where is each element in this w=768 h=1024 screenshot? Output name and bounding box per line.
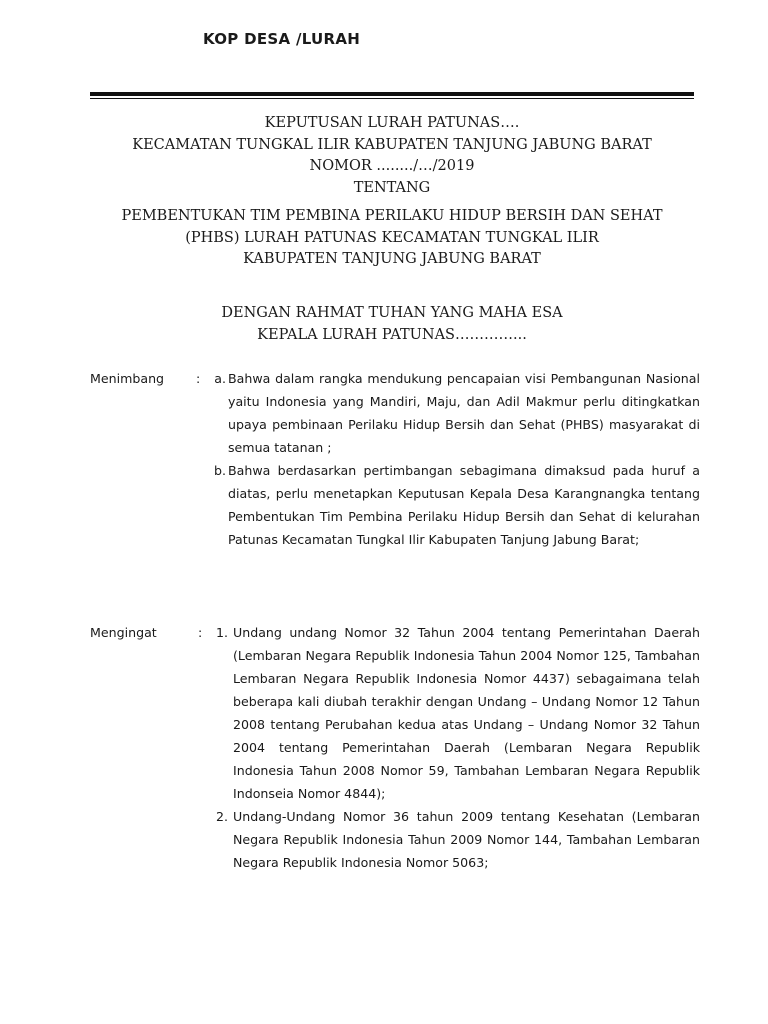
decree-preamble bbox=[90, 303, 694, 346]
preamble-line-2: KEPALA LURAH PATUNAS…………... bbox=[257, 326, 527, 343]
decree-subject-line-3: KABUPATEN TANJUNG JABUNG BARAT bbox=[243, 251, 541, 267]
menimbang-colon: : bbox=[196, 371, 201, 386]
mengingat-item-text: Undang undang Nomor 32 Tahun 2004 tentang Pemerintahan Daerah (Lembaran Negara Republik Indonesia Tahun 2004 Nomor 125, Tambahan Lembaran Negara Republik Indonesia Nomor 4437) sebagaimana telah beberapa kali diubah terakhir dengan Undang – Undang Nomor 12 Tahun 2008 tentang Perubahan kedua atas Undang – Undang Nomor 32 Tahun 2004 tentang Pemerintahan Daerah (Lembaran Negara Republik Indonesia Tahun 2008 Nomor 59, Tambahan Lembaran Negara Republik Indonseia Nomor 4844); bbox=[233, 625, 700, 801]
mengingat-item-text: Undang-Undang Nomor 36 tahun 2009 tentang Kesehatan (Lembaran Negara Republik Indonesia Tahun 2009 Nomor 144, Tambahan Lembaran Negara Republik Indonesia Nomor 5063; bbox=[233, 809, 700, 870]
letterhead-rule-thin bbox=[90, 98, 694, 99]
menimbang-item-marker: b. bbox=[214, 463, 226, 478]
mengingat-colon: : bbox=[198, 625, 203, 640]
menimbang-item-b bbox=[90, 459, 700, 551]
mengingat-item-2 bbox=[90, 805, 700, 874]
mengingat-item-marker: 1. bbox=[215, 625, 228, 640]
mengingat-item-1 bbox=[90, 621, 700, 805]
menimbang-label: Menimbang bbox=[90, 371, 165, 386]
letterhead-placeholder: KOP DESA /LURAH bbox=[203, 30, 361, 48]
mengingat-label: Mengingat bbox=[90, 625, 157, 640]
menimbang-item-a bbox=[90, 367, 700, 459]
menimbang-section bbox=[90, 367, 700, 551]
decree-number: NOMOR ......../…/2019 bbox=[309, 158, 475, 174]
decree-subject-line-2: (PHBS) LURAH PATUNAS KECAMATAN TUNGKAL ILIR bbox=[185, 229, 599, 246]
mengingat-section bbox=[90, 621, 700, 874]
preamble-line-1: DENGAN RAHMAT TUHAN YANG MAHA ESA bbox=[221, 305, 563, 321]
decree-title-line-1: KEPUTUSAN LURAH PATUNAS…. bbox=[264, 115, 520, 131]
decree-title bbox=[90, 113, 694, 199]
decree-subject bbox=[90, 206, 694, 271]
menimbang-item-marker: a. bbox=[214, 371, 226, 386]
mengingat-item-marker: 2. bbox=[215, 809, 228, 824]
letterhead-rule-thick bbox=[90, 92, 694, 96]
decree-title-line-2: KECAMATAN TUNGKAL ILIR KABUPATEN TANJUNG JABUNG BARAT bbox=[132, 136, 652, 153]
menimbang-item-text: Bahwa berdasarkan pertimbangan sebagimana dimaksud pada huruf a diatas, perlu menetapkan Keputusan Kepala Desa Karangnangka tentang Pembentukan Tim Pembina Perilaku Hidup Bersih dan Sehat di kelurahan Patunas Kecamatan Tungkal Ilir Kabupaten Tanjung Jabung Barat; bbox=[228, 463, 700, 547]
decree-tentang: TENTANG bbox=[353, 179, 431, 196]
decree-subject-line-1: PEMBENTUKAN TIM PEMBINA PERILAKU HIDUP BERSIH DAN SEHAT bbox=[121, 208, 663, 224]
menimbang-item-text: Bahwa dalam rangka mendukung pencapaian visi Pembangunan Nasional yaitu Indonesia yang Mandiri, Maju, dan Adil Makmur perlu ditingkatkan upaya pembinaan Perilaku Hidup Bersih dan Sehat (PHBS) masyarakat di semua tatanan ; bbox=[228, 371, 700, 455]
